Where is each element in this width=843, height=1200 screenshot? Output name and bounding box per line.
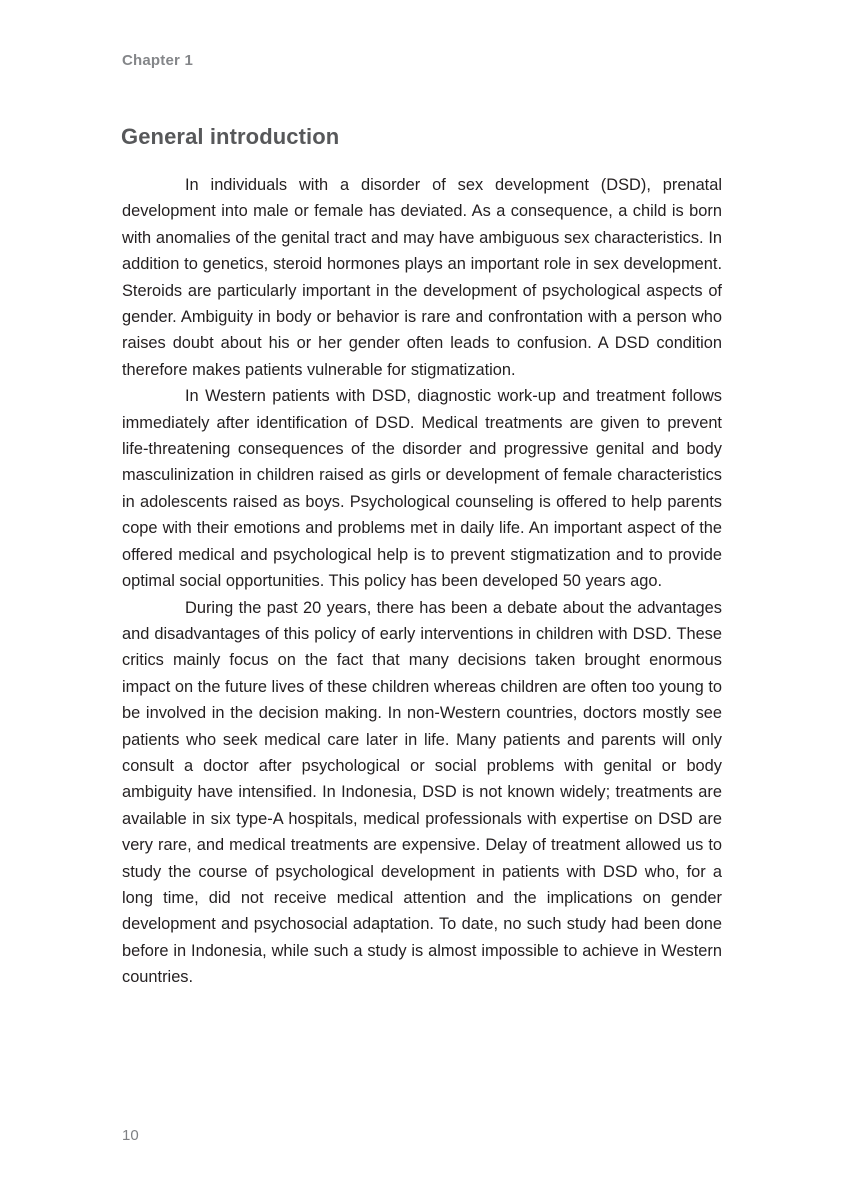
body-paragraph-3: During the past 20 years, there has been a debate about the advantages and disadvantages of this policy of early interventions in children with DSD. These critics mainly focus on the fact that many decisions taken brought enormous impact on the future lives of these children whereas children are often too young to be involved in the decision making. In non-Western countries, doctors mostly see patients who seek medical care later in life. Many patients and parents will only consult a doctor after psychological or social problems with genital or body ambiguity have intensified. In Indonesia, DSD is not known widely; treatments are available in six type-A hospitals, medical professionals with expertise on DSD are very rare, and medical treatments are expensive. Delay of treatment allowed us to study the course of psychological development in patients with DSD who, for a long time, did not receive medical attention and the implications on gender development and psychosocial adaptation. To date, no such study had been done before in Indonesia, while such a study is almost impossible to achieve in Western countries.	[122, 598, 722, 987]
body-text	[122, 172, 722, 991]
body-paragraph-2: In Western patients with DSD, diagnostic work-up and treatment follows immediately after identification of DSD. Medical treatments are given to prevent life-threatening consequences of the disorder and progressive genital and body masculinization in children raised as girls or development of female characteristics in adolescents raised as boys. Psychological counseling is offered to help parents cope with their emotions and problems met in daily life. An important aspect of the offered medical and psychological help is to prevent stigmatization and to provide optimal social opportunities. This policy has been developed 50 years ago.	[122, 387, 722, 591]
chapter-label: Chapter 1	[122, 52, 193, 69]
page-title: General introduction	[121, 124, 340, 149]
body-paragraph-1: In individuals with a disorder of sex development (DSD), prenatal development into male or female has deviated. As a consequence, a child is born with anomalies of the genital tract and may have ambiguous sex characteristics. In addition to genetics, steroid hormones plays an important role in sex development. Steroids are particularly important in the development of psychological aspects of gender. Ambiguity in body or behavior is rare and confrontation with a person who raises doubt about his or her gender often leads to confusion. A DSD condition therefore makes patients vulnerable for stigmatization.	[122, 176, 722, 379]
page-number: 10	[122, 1127, 139, 1144]
